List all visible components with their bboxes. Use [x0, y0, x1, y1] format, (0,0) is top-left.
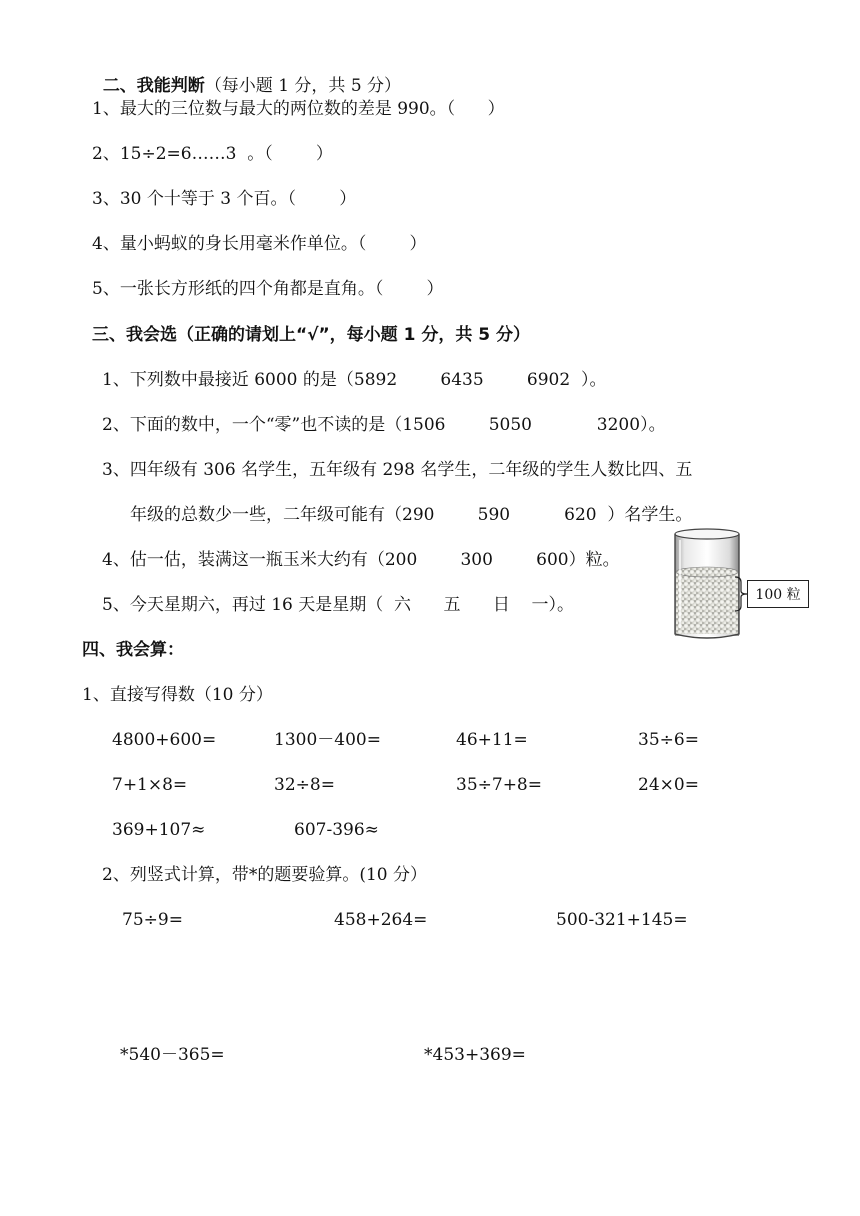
mental-math-item: 4800+600= [112, 730, 217, 750]
choice-item-1: 1、下列数中最接近 6000 的是（5892 6435 6902 ）。 [102, 370, 607, 390]
judge-item-3: 3、30 个十等于 3 个百。（ ） [92, 189, 357, 209]
section2-heading-bold: 二、我能判断 [102, 76, 205, 96]
mental-math-title: 1、直接写得数（10 分） [82, 685, 273, 705]
vertical-calc-item: *453+369= [424, 1045, 526, 1065]
section2-heading-rest: （每小题 1 分，共 5 分） [204, 76, 402, 96]
judge-item-1: 1、最大的三位数与最大的两位数的差是 990。（ ） [92, 99, 505, 119]
judge-item-4: 4、量小蚂蚁的身长用毫米作单位。（ ） [92, 234, 427, 254]
choice-item-4: 4、估一估，装满这一瓶玉米大约有（200 300 600）粒。 [102, 550, 620, 570]
mental-math-item: 7+1×8= [112, 775, 188, 795]
mental-math-item: 46+11= [456, 730, 528, 750]
estimate-item: 369+107≈ [112, 820, 206, 840]
vertical-calc-item: 75÷9= [122, 910, 183, 930]
choice-item-3: 3、四年级有 306 名学生，五年级有 298 名学生，二年级的学生人数比四、五 [102, 460, 693, 480]
judge-item-2: 2、15÷2=6……3 。（ ） [92, 144, 333, 164]
mental-math-item: 35÷7+8= [456, 775, 542, 795]
section2-heading [92, 53, 401, 97]
mental-math-item: 1300－400= [274, 730, 381, 750]
jar-label-box: 100 粒 [747, 580, 809, 608]
section4-heading: 四、我会算： [82, 640, 184, 660]
choice-item-5: 5、今天星期六，再过 16 天是星期（ 六 五 日 一）。 [102, 595, 575, 615]
vertical-calc-title: 2、列竖式计算，带*的题要验算。(10 分） [102, 865, 427, 885]
vertical-calc-item: 458+264= [334, 910, 428, 930]
mental-math-item: 32÷8= [274, 775, 335, 795]
estimate-item: 607-396≈ [294, 820, 379, 840]
section3-heading: 三、我会选（正确的请划上“√”，每小题 1 分，共 5 分） [92, 325, 531, 345]
vertical-calc-item: 500-321+145= [556, 910, 688, 930]
choice-item-3-continued: 年级的总数少一些，二年级可能有（290 590 620 ）名学生。 [130, 505, 693, 525]
vertical-calc-item: *540－365= [120, 1045, 225, 1065]
judge-item-5: 5、一张长方形纸的四个角都是直角。（ ） [92, 279, 444, 299]
mental-math-item: 24×0= [638, 775, 699, 795]
choice-item-2: 2、下面的数中，一个“零”也不读的是（1506 5050 3200）。 [102, 415, 666, 435]
corn-jar-image [672, 528, 742, 640]
mental-math-item: 35÷6= [638, 730, 699, 750]
